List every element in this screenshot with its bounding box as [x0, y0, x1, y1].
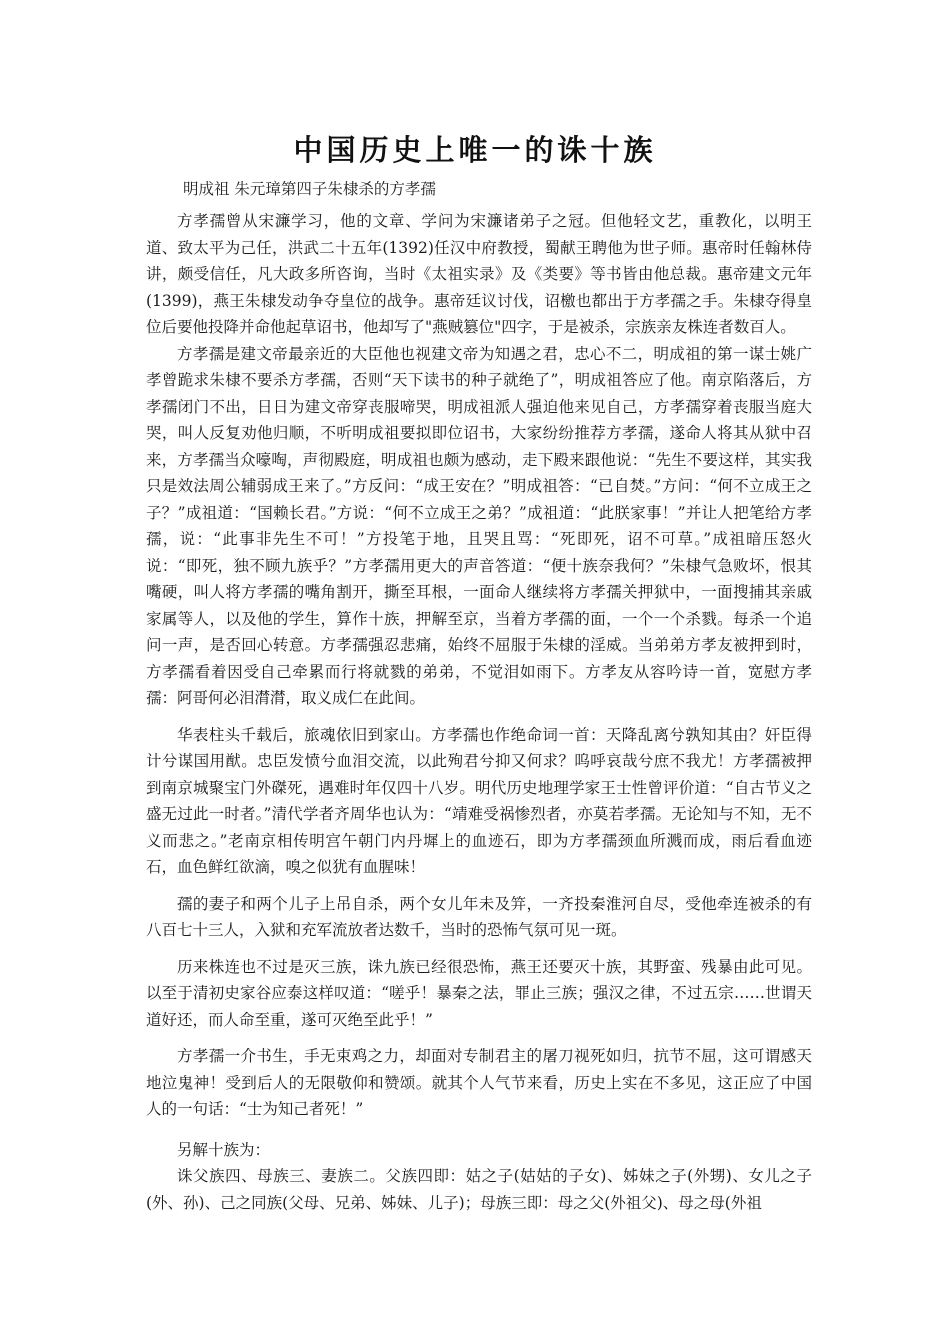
paragraph: 方孝孺一介书生，手无束鸡之力，却面对专制君主的屠刀视死如归，抗节不屈，这可谓感天地泣鬼神！受到后人的无限敬仰和赞颂。就其个人气节来看，历史上实在不多见，这正应了中国人的一句话：“士为知己者死！” — [146, 1047, 812, 1118]
document-body — [146, 208, 812, 1216]
document-subtitle: 明成祖 朱元璋第四子朱棣杀的方孝孺 — [183, 180, 436, 198]
document-title: 中国历史上唯一的诛十族 — [293, 133, 657, 167]
paragraph: 孺的妻子和两个儿子上吊自杀，两个女儿年未及笄，一齐投秦淮河自尽，受他牵连被杀的有八百七十三人，入狱和充军流放者达数千，当时的恐怖气氛可见一斑。 — [146, 894, 812, 939]
paragraph: 华表柱头千载后，旅魂依旧到家山。方孝孺也作绝命词一首：天降乱离兮孰知其由？奸臣得计兮谋国用猷。忠臣发愤兮血泪交流，以此殉君兮抑又何求？呜呼哀哉兮庶不我尤！方孝孺被押到南京城聚宝门外磔死，遇难时年仅四十八岁。明代历史地理学家王士性曾评价道：“自古节义之盛无过此一时者。”清代学者齐周华也认为：“靖难受祸惨烈者，亦莫若孝孺。无论知与不知，无不义而悲之。”老南京相传明宫午朝门内丹墀上的血迹石，即为方孝孺颈血所溅而成，雨后看血迹石，血色鲜红欲滴，嗅之似犹有血腥味！ — [146, 725, 812, 876]
paragraph: 方孝孺是建文帝最亲近的大臣他也视建文帝为知遇之君，忠心不二，明成祖的第一谋士姚广孝曾跪求朱棣不要杀方孝孺，否则“天下读书的种子就绝了”，明成祖答应了他。南京陷落后，方孝孺闭门不出，日日为建文帝穿丧服啼哭，明成祖派人强迫他来见自己，方孝孺穿着丧服当庭大哭，叫人反复劝他归顺，不听明成祖要拟即位诏书，大家纷纷推荐方孝孺，遂命人将其从狱中召来，方孝孺当众嚎啕，声彻殿庭，明成祖也颇为感动，走下殿来跟他说：“先生不要这样，其实我只是效法周公辅弱成王来了。”方反问：“成王安在？”明成祖答：“已自焚。”方问：“何不立成王之子？”成祖道：“国赖长君。”方说：“何不立成王之弟？”成祖道：“此朕家事！”并让人把笔给方孝孺，说：“此事非先生不可！”方投笔于地，且哭且骂：“死即死，诏不可草。”成祖暗压怒火说：“即死，独不顾九族乎？”方孝孺用更大的声音答道：“便十族奈我何？”朱棣气急败坏，恨其嘴硬，叫人将方孝孺的嘴角割开，撕至耳根，一面命人继续将方孝孺关押狱中，一面搜捕其亲戚家属等人，以及他的学生，算作十族，押解至京，当着方孝孺的面，一个一个杀戮。每杀一个追问一声，是否回心转意。方孝孺强忍悲痛，始终不屈服于朱棣的淫威。当弟弟方孝友被押到时，方孝孺看着因受自己牵累而行将就戮的弟弟，不觉泪如雨下。方孝友从容吟诗一首，宽慰方孝孺：阿哥何必泪潸潸，取义成仁在此间。 — [146, 344, 812, 707]
paragraph: 诛父族四、母族三、妻族二。父族四即：姑之子(姑姑的子女)、姊妹之子(外甥)、女儿之子(外、孙)、己之同族(父母、兄弟、姊妹、儿子)；母族三即：母之父(外祖父)、母之母(外祖 — [146, 1167, 812, 1212]
paragraph: 历来株连也不过是灭三族，诛九族已经很恐怖，燕王还要灭十族，其野蛮、残暴由此可见。以至于清初史家谷应泰这样叹道：“嗟乎！暴秦之法，罪止三族；强汉之律，不过五宗……世谓天道好还，而人命至重，遂可灭绝至此乎！” — [146, 957, 812, 1029]
paragraph: 方孝孺曾从宋濂学习，他的文章、学问为宋濂诸弟子之冠。但他轻文艺，重教化，以明王道、致太平为己任，洪武二十五年(1392)任汉中府教授，蜀献王聘他为世子师。惠帝时任翰林侍讲，颇受信任，凡大政多所咨询，当时《太祖实录》及《类要》等书皆由他总裁。惠帝建文元年(1399)，燕王朱棣发动争夺皇位的战争。惠帝廷议讨伐，诏檄也都出于方孝孺之手。朱棣夺得皇位后要他投降并命他起草诏书，他却写了"燕贼篡位"四字，于是被杀，宗族亲友株连者数百人。 — [146, 212, 812, 336]
paragraph: 另解十族为： — [177, 1140, 271, 1159]
